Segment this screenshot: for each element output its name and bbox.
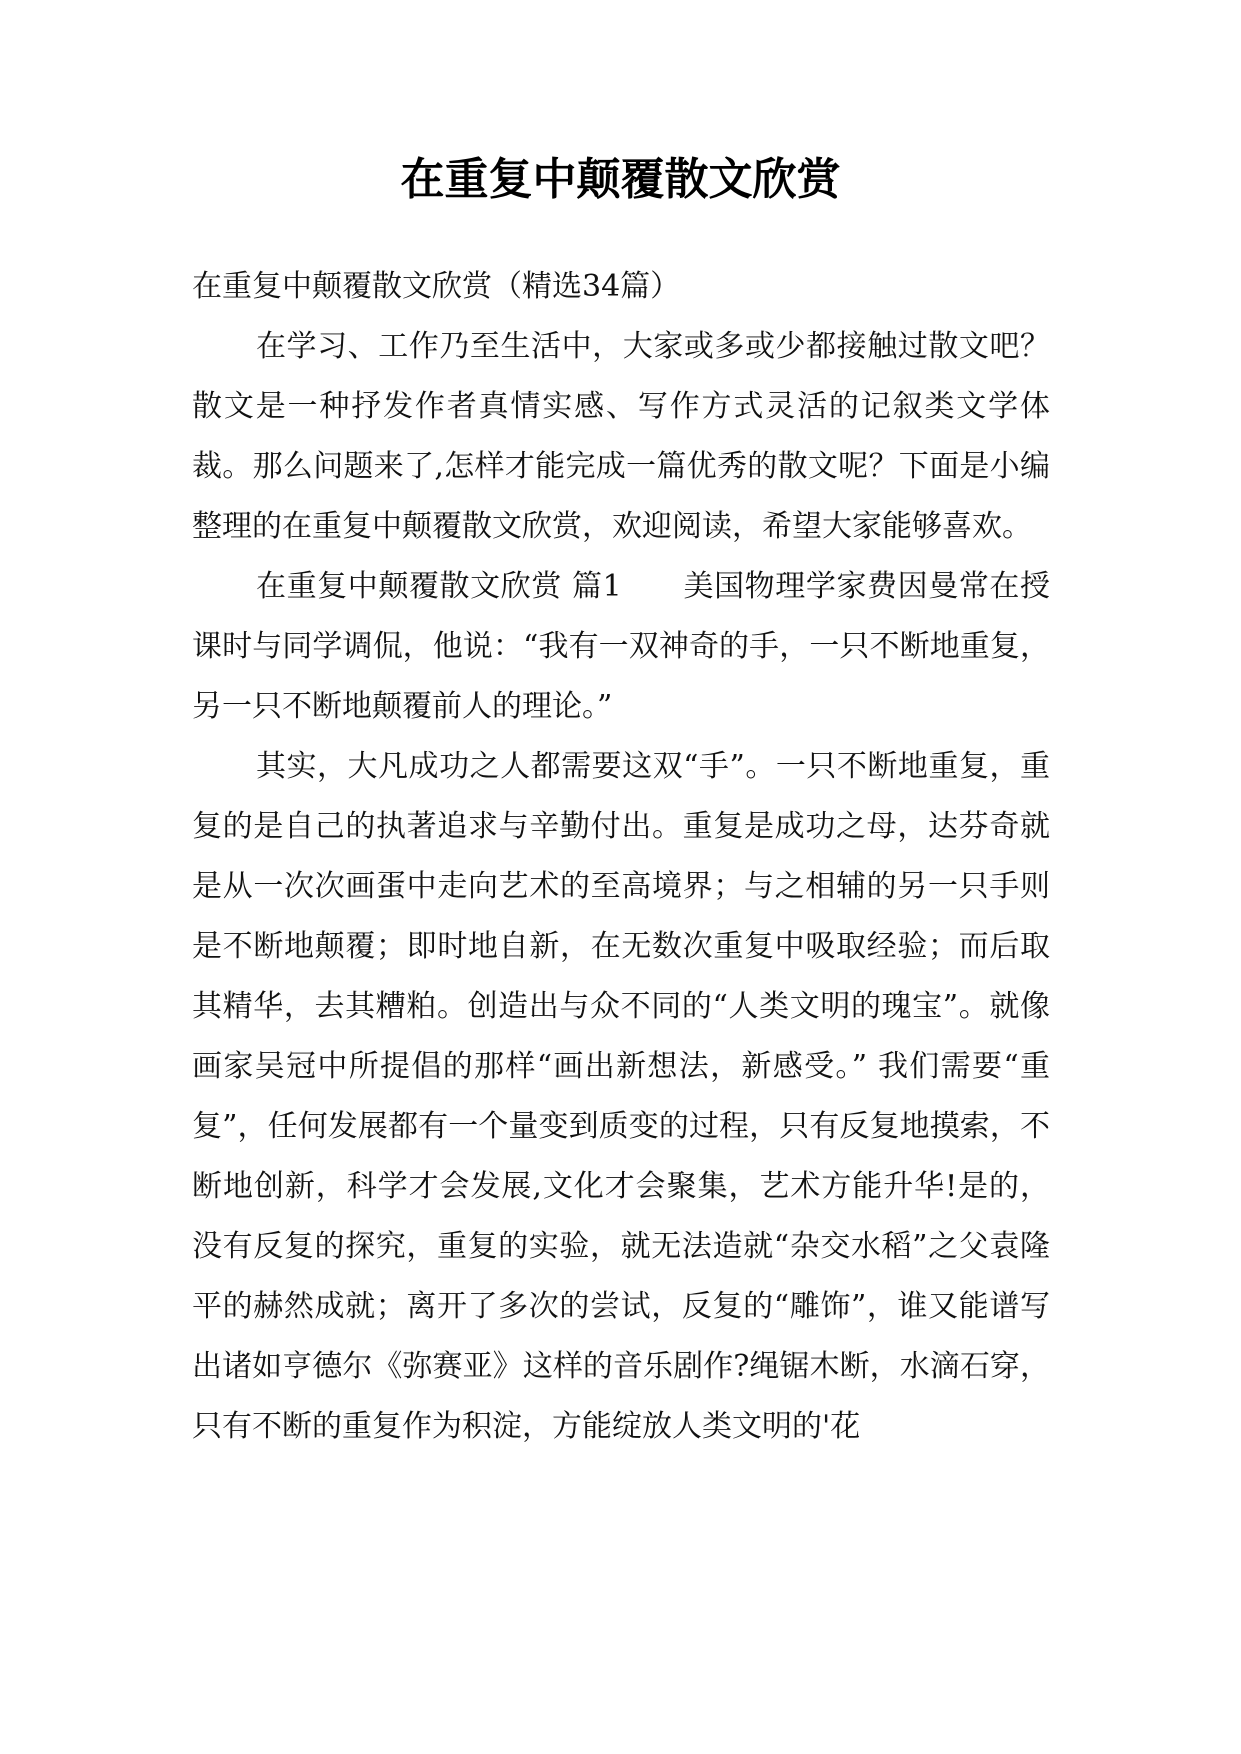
document-subtitle: 在重复中颠覆散文欣赏（精选34篇） xyxy=(192,269,681,304)
paragraph-section-1: 在重复中颠覆散文欣赏 篇1 美国物理学家费因曼常在授课时与同学调侃，他说：“我有一双神奇的手，一只不断地重复，另一只不断地颠覆前人的理论。” xyxy=(192,569,1050,724)
paragraph-intro: 在学习、工作乃至生活中，大家或多或少都接触过散文吧？散文是一种抒发作者真情实感、写作方式灵活的记叙类文学体裁。那么问题来了,怎样才能完成一篇优秀的散文呢？下面是小编整理的在重复中颠覆散文欣赏，欢迎阅读，希望大家能够喜欢。 xyxy=(192,329,1050,544)
document-title: 在重复中颠覆散文欣赏 xyxy=(400,154,841,205)
document-body xyxy=(192,257,1050,1457)
paragraph-body: 其实，大凡成功之人都需要这双“手”。一只不断地重复，重复的是自己的执著追求与辛勤付出。重复是成功之母，达芬奇就是从一次次画蛋中走向艺术的至高境界；与之相辅的另一只手则是不断地颠覆；即时地自新，在无数次重复中吸取经验；而后取其精华，去其糟粕。创造出与众不同的“人类文明的瑰宝”。就像画家吴冠中所提倡的那样“画出新想法，新感受。” 我们需要“重复”，任何发展都有一个量变到质变的过程，只有反复地摸索，不断地创新，科学才会发展,文化才会聚集，艺术方能升华!是的，没有反复的探究，重复的实验，就无法造就“杂交水稻”之父袁隆平的赫然成就；离开了多次的尝试，反复的“雕饰”，谁又能谱写出诸如亨德尔《弥赛亚》这样的音乐剧作?绳锯木断，水滴石穿，只有不断的重复作为积淀，方能绽放人类文明的'花 xyxy=(192,749,1050,1444)
